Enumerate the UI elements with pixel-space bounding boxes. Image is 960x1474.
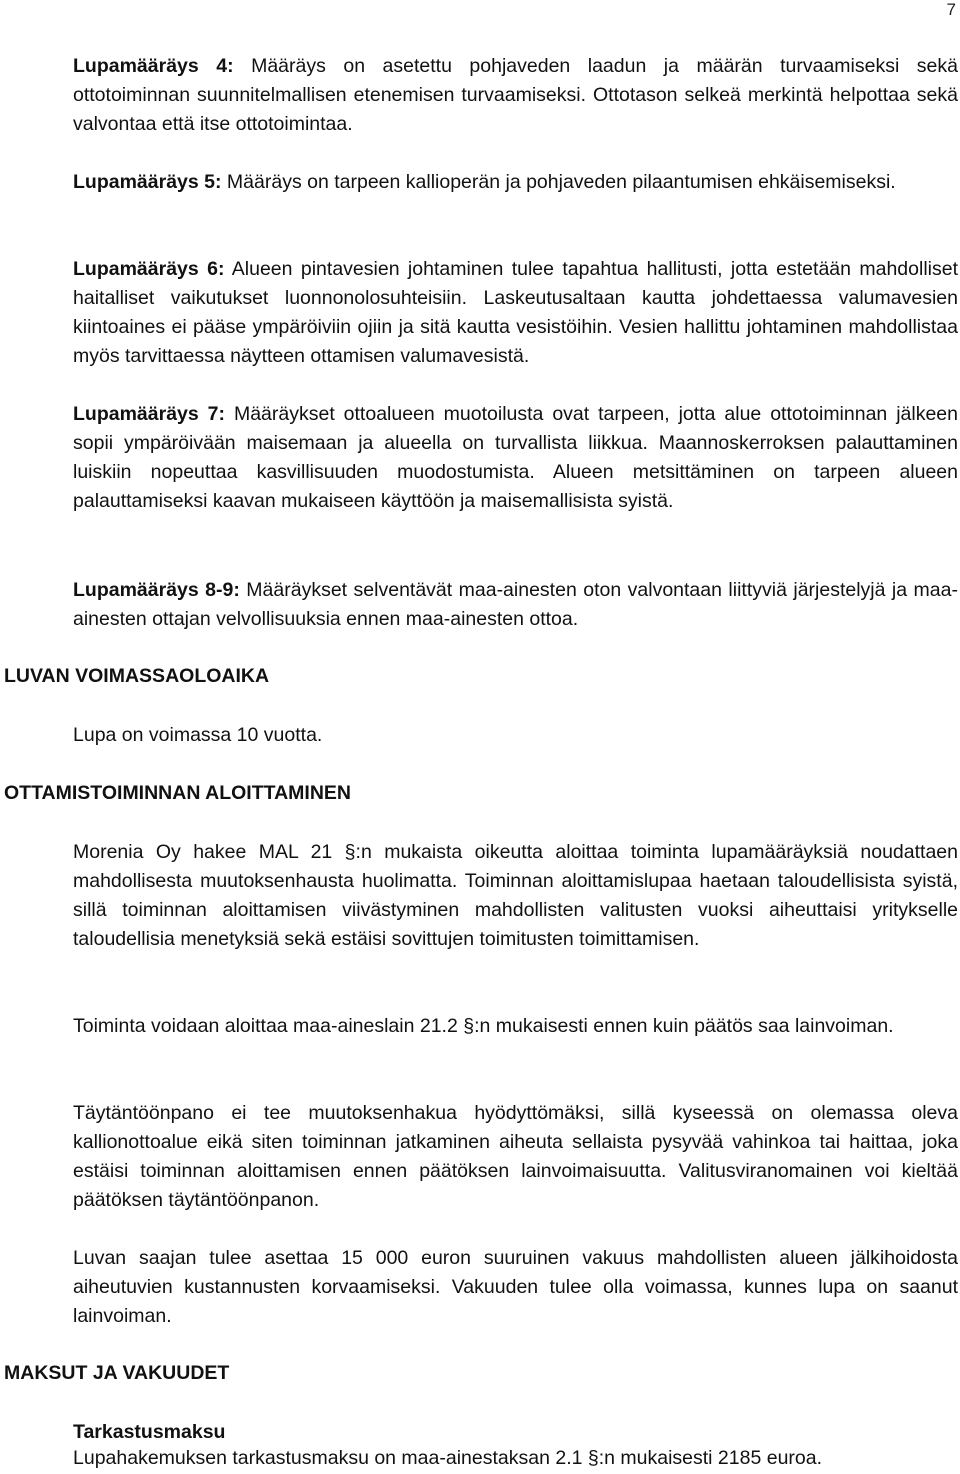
- paragraph-text: Alueen pintavesien johtaminen tulee tapahtua hallitusti, jotta estetään mahdolliset haitalliset vaikutukset luonnonolosuhteisiin. Laskeutusaltaan kautta johdettaessa valumavesien kiintoaines ei pääse ympäröiviin ojiin ja sitä kautta vesistöihin. Vesien hallittu johtaminen mahdollistaa myös tarvittaessa näytteen ottamisen valumavesistä.: [73, 258, 958, 367]
- paragraph-text: Määräykset ottoalueen muotoilusta ovat tarpeen, jotta alue ottotoiminnan jälkeen sopii ympäröivään maisemaan ja alueella on turvallista liikkua. Maannoskerroksen palauttaminen luiskiin nopeuttaa kasvillisuuden muodostumista. Alueen metsittäminen on tarpeen alueen palauttamiseksi kaavan mukaiseen käyttöön ja maisemallisista syistä.: [73, 403, 958, 512]
- section-heading-fees: MAKSUT JA VAKUUDET: [4, 1362, 230, 1384]
- paragraph-text: Määräys on tarpeen kallioperän ja pohjaveden pilaantumisen ehkäisemiseksi.: [221, 171, 896, 193]
- paragraph-lupamaarays-4: [73, 52, 958, 139]
- start-paragraph-4: Luvan saajan tulee asettaa 15 000 euron suuruinen vakuus mahdollisten alueen jälkihoidosta aiheutuvien kustannusten korvaamiseksi. Vakuuden tulee olla voimassa, kunnes lupa on saanut lainvoiman.: [73, 1247, 958, 1327]
- start-paragraph-2: Toiminta voidaan aloittaa maa-aineslain 21.2 §:n mukaisesti ennen kuin päätös saa lainvoiman.: [73, 1015, 894, 1037]
- fees-text: Lupahakemuksen tarkastusmaksu on maa-ainestaksan 2.1 §:n mukaisesti 2185 euroa.: [73, 1447, 823, 1469]
- paragraph-lead: Lupamääräys 4:: [73, 55, 234, 77]
- paragraph-lupamaarays-8-9: [73, 576, 958, 634]
- paragraph-lupamaarays-6: [73, 255, 958, 371]
- page-number: 7: [946, 0, 956, 19]
- validity-text: Lupa on voimassa 10 vuotta.: [73, 724, 323, 746]
- paragraph-lupamaarays-5: [73, 168, 958, 197]
- start-paragraph-3: Täytäntöönpano ei tee muutoksenhakua hyödyttömäksi, sillä kyseessä on olemassa oleva kallionottoalue eikä siten toiminnan jatkaminen aiheuta sellaista pysyvää vahinkoa tai haittaa, joka estäisi toiminnan aloittamisen ennen päätöksen lainvoimaisuutta. Valitusviranomainen voi kieltää päätöksen täytäntöönpanon.: [73, 1102, 958, 1211]
- section-heading-start: OTTAMISTOIMINNAN ALOITTAMINEN: [4, 782, 351, 804]
- paragraph-lead: Lupamääräys 5:: [73, 171, 222, 193]
- paragraph-lead: Lupamääräys 7:: [73, 403, 226, 425]
- paragraph-lupamaarays-7: [73, 400, 958, 516]
- paragraph-text: Määräykset selventävät maa-ainesten oton valvontaan liittyviä järjestelyjä ja maa-ainesten ottajan velvollisuuksia ennen maa-ainesten ottoa.: [73, 579, 958, 630]
- section-heading-validity: LUVAN VOIMASSAOLOAIKA: [4, 665, 270, 687]
- paragraph-text: Määräys on asetettu pohjaveden laadun ja määrän turvaamiseksi sekä ottotoiminnan suunnitelmallisen etenemisen turvaamiseksi. Ottotason selkeä merkintä helpottaa sekä valvontaa että itse ottotoimintaa.: [73, 55, 958, 135]
- subheading-inspection-fee: Tarkastusmaksu: [73, 1421, 226, 1443]
- start-paragraph-1: Morenia Oy hakee MAL 21 §:n mukaista oikeutta aloittaa toiminta lupamääräyksiä noudattaen mahdollisesta muutoksenhausta huolimatta. Toiminnan aloittamislupaa haetaan taloudellisista syistä, sillä toiminnan aloittamisen viivästyminen mahdollisten valitusten vuoksi aiheuttaisi yritykselle taloudellisia menetyksiä sekä estäisi sovittujen toimitusten toimittamisen.: [73, 841, 958, 950]
- paragraph-lead: Lupamääräys 6:: [73, 258, 225, 280]
- paragraph-lead: Lupamääräys 8-9:: [73, 579, 240, 601]
